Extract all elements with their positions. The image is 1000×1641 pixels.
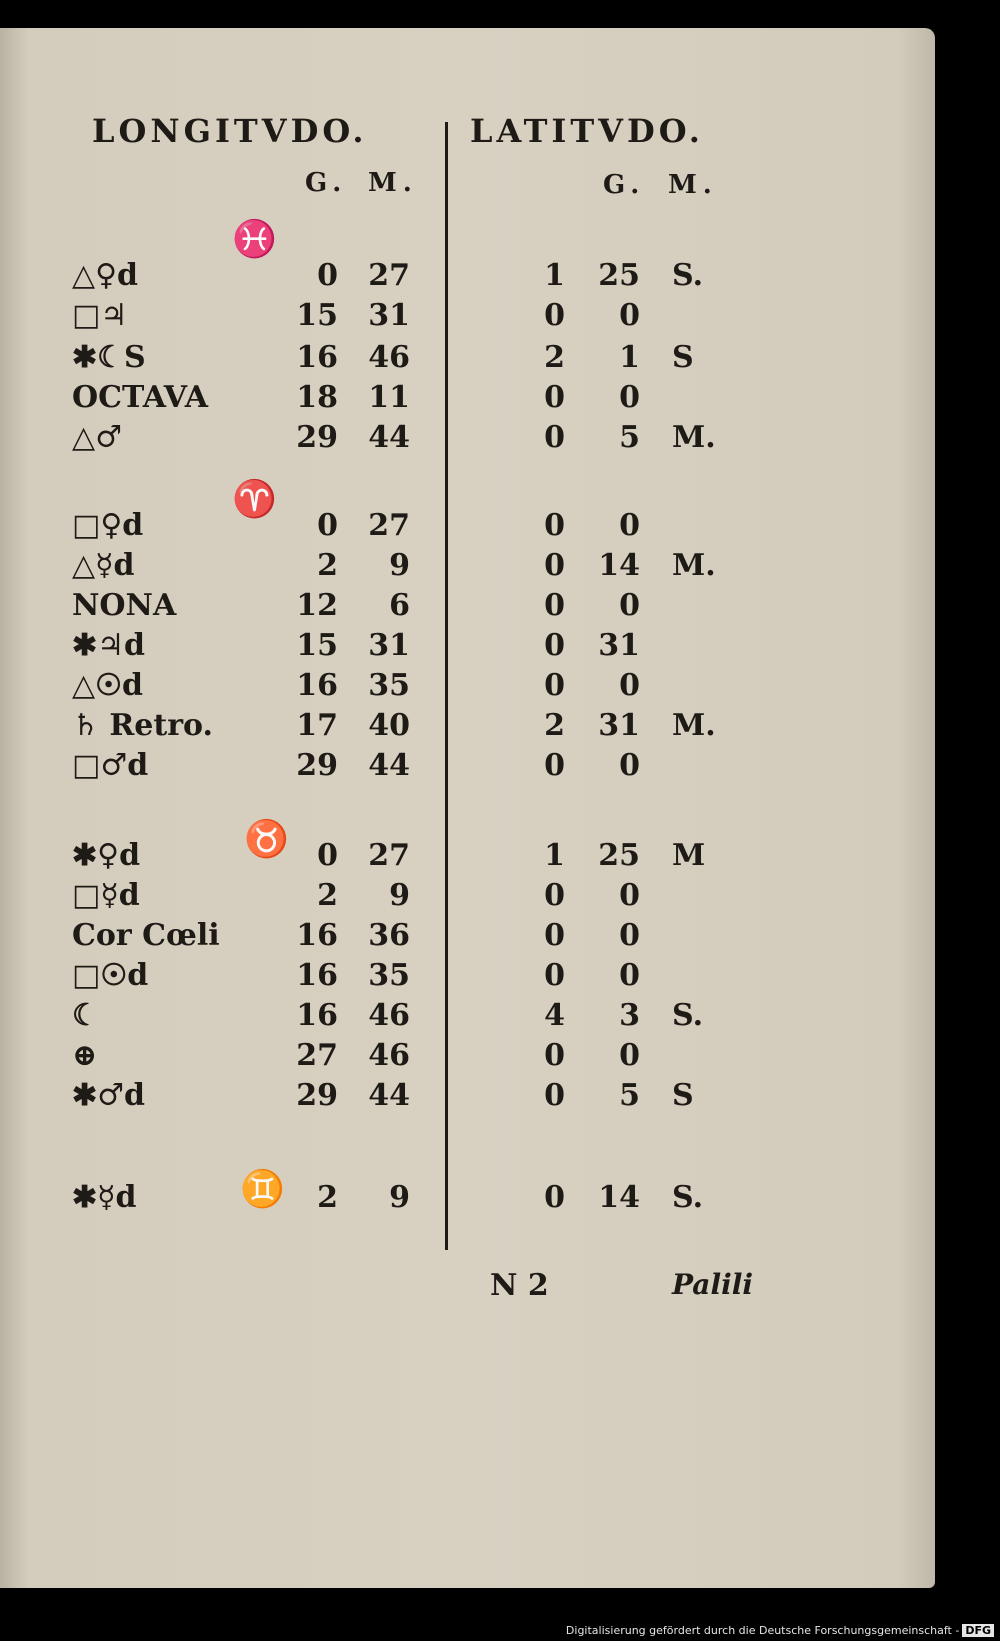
latitude-minutes: 14 <box>598 548 640 583</box>
latitude-minutes: 31 <box>598 628 640 663</box>
table-row <box>0 708 935 748</box>
table-row <box>0 1180 935 1220</box>
latitude-direction: M. <box>672 548 716 583</box>
table-row <box>0 548 935 588</box>
aspect-label: ♄ Retro. <box>72 708 213 743</box>
longitude-degrees: 12 <box>296 588 338 623</box>
longitude-minutes: 27 <box>368 838 410 873</box>
table-row <box>0 918 935 958</box>
latitude-minutes: 0 <box>619 298 640 333</box>
aspect-label: ✱♀d <box>72 838 141 873</box>
longitude-degrees: 16 <box>296 998 338 1033</box>
longitude-minutes: 11 <box>368 380 410 415</box>
latitude-minutes-header: M. <box>668 170 718 200</box>
latitude-heading: LATITVDO. <box>470 112 704 150</box>
latitude-degrees: 2 <box>544 340 565 375</box>
longitude-minutes: 27 <box>368 508 410 543</box>
latitude-direction: S. <box>672 998 704 1033</box>
longitude-degrees: 0 <box>317 838 338 873</box>
table-row <box>0 958 935 998</box>
latitude-minutes: 0 <box>619 1038 640 1073</box>
latitude-minutes: 0 <box>619 878 640 913</box>
longitude-minutes: 6 <box>389 588 410 623</box>
latitude-minutes: 14 <box>598 1180 640 1215</box>
longitude-degrees: 15 <box>296 628 338 663</box>
longitude-minutes: 27 <box>368 258 410 293</box>
aspect-label: □☉d <box>72 958 149 993</box>
latitude-degrees: 0 <box>544 298 565 333</box>
latitude-degrees: 0 <box>544 668 565 703</box>
latitude-degrees-header: G. <box>603 170 646 200</box>
latitude-minutes: 5 <box>619 1078 640 1113</box>
zodiac-sign-icon: ♊ <box>240 1168 285 1210</box>
table-row <box>0 340 935 380</box>
latitude-direction: S <box>672 1078 694 1113</box>
table-row <box>0 298 935 338</box>
longitude-minutes-header: M. <box>368 168 418 198</box>
longitude-degrees: 27 <box>296 1038 338 1073</box>
credit-text: Digitalisierung gefördert durch die Deutsche Forschungsgemeinschaft - <box>565 1624 960 1637</box>
latitude-degrees: 0 <box>544 918 565 953</box>
longitude-degrees: 2 <box>317 1180 338 1215</box>
aspect-label: □♃ <box>72 298 128 333</box>
latitude-minutes: 0 <box>619 380 640 415</box>
longitude-degrees: 18 <box>296 380 338 415</box>
longitude-minutes: 46 <box>368 340 410 375</box>
longitude-minutes: 35 <box>368 668 410 703</box>
latitude-minutes: 25 <box>598 838 640 873</box>
table-row <box>0 508 935 548</box>
latitude-degrees: 0 <box>544 1078 565 1113</box>
latitude-minutes: 0 <box>619 918 640 953</box>
table-row <box>0 628 935 668</box>
aspect-label: △♂ <box>72 420 122 455</box>
latitude-minutes: 0 <box>619 668 640 703</box>
latitude-minutes: 5 <box>619 420 640 455</box>
latitude-degrees: 4 <box>544 998 565 1033</box>
latitude-direction: S. <box>672 258 704 293</box>
table-row <box>0 998 935 1038</box>
latitude-minutes: 1 <box>619 340 640 375</box>
aspect-label: □♀d <box>72 508 144 543</box>
latitude-degrees: 0 <box>544 508 565 543</box>
longitude-minutes: 46 <box>368 998 410 1033</box>
latitude-minutes: 0 <box>619 508 640 543</box>
latitude-degrees: 0 <box>544 878 565 913</box>
latitude-degrees: 0 <box>544 588 565 623</box>
table-row <box>0 588 935 628</box>
longitude-degrees: 2 <box>317 548 338 583</box>
latitude-degrees: 1 <box>544 838 565 873</box>
latitude-degrees: 0 <box>544 420 565 455</box>
aspect-label: ⊕ <box>72 1038 98 1073</box>
aspect-label: □♂d <box>72 748 149 783</box>
latitude-degrees: 0 <box>544 628 565 663</box>
latitude-minutes: 25 <box>598 258 640 293</box>
latitude-degrees: 0 <box>544 380 565 415</box>
aspect-label: ☾ <box>72 998 99 1033</box>
catchword: Palili <box>672 1268 753 1301</box>
longitude-degrees: 16 <box>296 918 338 953</box>
longitude-degrees-header: G. <box>305 168 348 198</box>
aspect-label: ✱♃d <box>72 628 146 663</box>
longitude-minutes: 31 <box>368 628 410 663</box>
dfg-logo: DFG <box>962 1624 994 1637</box>
table-row <box>0 838 935 878</box>
latitude-direction: S. <box>672 1180 704 1215</box>
longitude-degrees: 16 <box>296 668 338 703</box>
latitude-degrees: 1 <box>544 258 565 293</box>
aspect-label: Cor Cœli <box>72 918 220 953</box>
longitude-minutes: 36 <box>368 918 410 953</box>
digitization-credit <box>566 1624 994 1637</box>
aspect-label: ✱☿d <box>72 1180 137 1215</box>
latitude-direction: M. <box>672 708 716 743</box>
longitude-degrees: 0 <box>317 258 338 293</box>
aspect-label: ✱♂d <box>72 1078 146 1113</box>
latitude-minutes: 0 <box>619 748 640 783</box>
aspect-label: △☿d <box>72 548 135 583</box>
latitude-degrees: 0 <box>544 548 565 583</box>
table-row <box>0 748 935 788</box>
longitude-minutes: 31 <box>368 298 410 333</box>
longitude-minutes: 35 <box>368 958 410 993</box>
zodiac-sign-icon: ♈ <box>232 478 277 520</box>
latitude-degrees: 0 <box>544 1180 565 1215</box>
latitude-degrees: 2 <box>544 708 565 743</box>
longitude-minutes: 9 <box>389 878 410 913</box>
longitude-minutes: 46 <box>368 1038 410 1073</box>
longitude-degrees: 0 <box>317 508 338 543</box>
latitude-minutes: 31 <box>598 708 640 743</box>
table-row <box>0 668 935 708</box>
zodiac-sign-icon: ♓ <box>232 218 277 260</box>
zodiac-sign-icon: ♉ <box>244 818 289 860</box>
table-row <box>0 420 935 460</box>
table-row <box>0 1078 935 1118</box>
latitude-minutes: 3 <box>619 998 640 1033</box>
longitude-degrees: 17 <box>296 708 338 743</box>
longitude-degrees: 15 <box>296 298 338 333</box>
longitude-degrees: 16 <box>296 958 338 993</box>
longitude-degrees: 2 <box>317 878 338 913</box>
signature-mark: N 2 <box>490 1268 549 1303</box>
table-row <box>0 1038 935 1078</box>
longitude-degrees: 29 <box>296 1078 338 1113</box>
latitude-direction: M. <box>672 420 716 455</box>
latitude-degrees: 0 <box>544 748 565 783</box>
latitude-degrees: 0 <box>544 958 565 993</box>
table-row <box>0 380 935 420</box>
longitude-degrees: 29 <box>296 420 338 455</box>
longitude-minutes: 9 <box>389 1180 410 1215</box>
latitude-minutes: 0 <box>619 958 640 993</box>
table-row <box>0 258 935 298</box>
longitude-minutes: 9 <box>389 548 410 583</box>
longitude-degrees: 29 <box>296 748 338 783</box>
longitude-minutes: 44 <box>368 748 410 783</box>
latitude-degrees: 0 <box>544 1038 565 1073</box>
aspect-label: ✱☾S <box>72 340 146 375</box>
latitude-direction: M <box>672 838 706 873</box>
table-row <box>0 878 935 918</box>
aspect-label: OCTAVA <box>72 380 209 415</box>
aspect-label: NONA <box>72 588 177 623</box>
longitude-minutes: 44 <box>368 420 410 455</box>
aspect-label: △☉d <box>72 668 143 703</box>
latitude-direction: S <box>672 340 694 375</box>
longitude-minutes: 40 <box>368 708 410 743</box>
aspect-label: △♀d <box>72 258 138 293</box>
latitude-minutes: 0 <box>619 588 640 623</box>
longitude-degrees: 16 <box>296 340 338 375</box>
longitude-minutes: 44 <box>368 1078 410 1113</box>
aspect-label: □☿d <box>72 878 140 913</box>
longitude-heading: LONGITVDO. <box>92 112 368 150</box>
